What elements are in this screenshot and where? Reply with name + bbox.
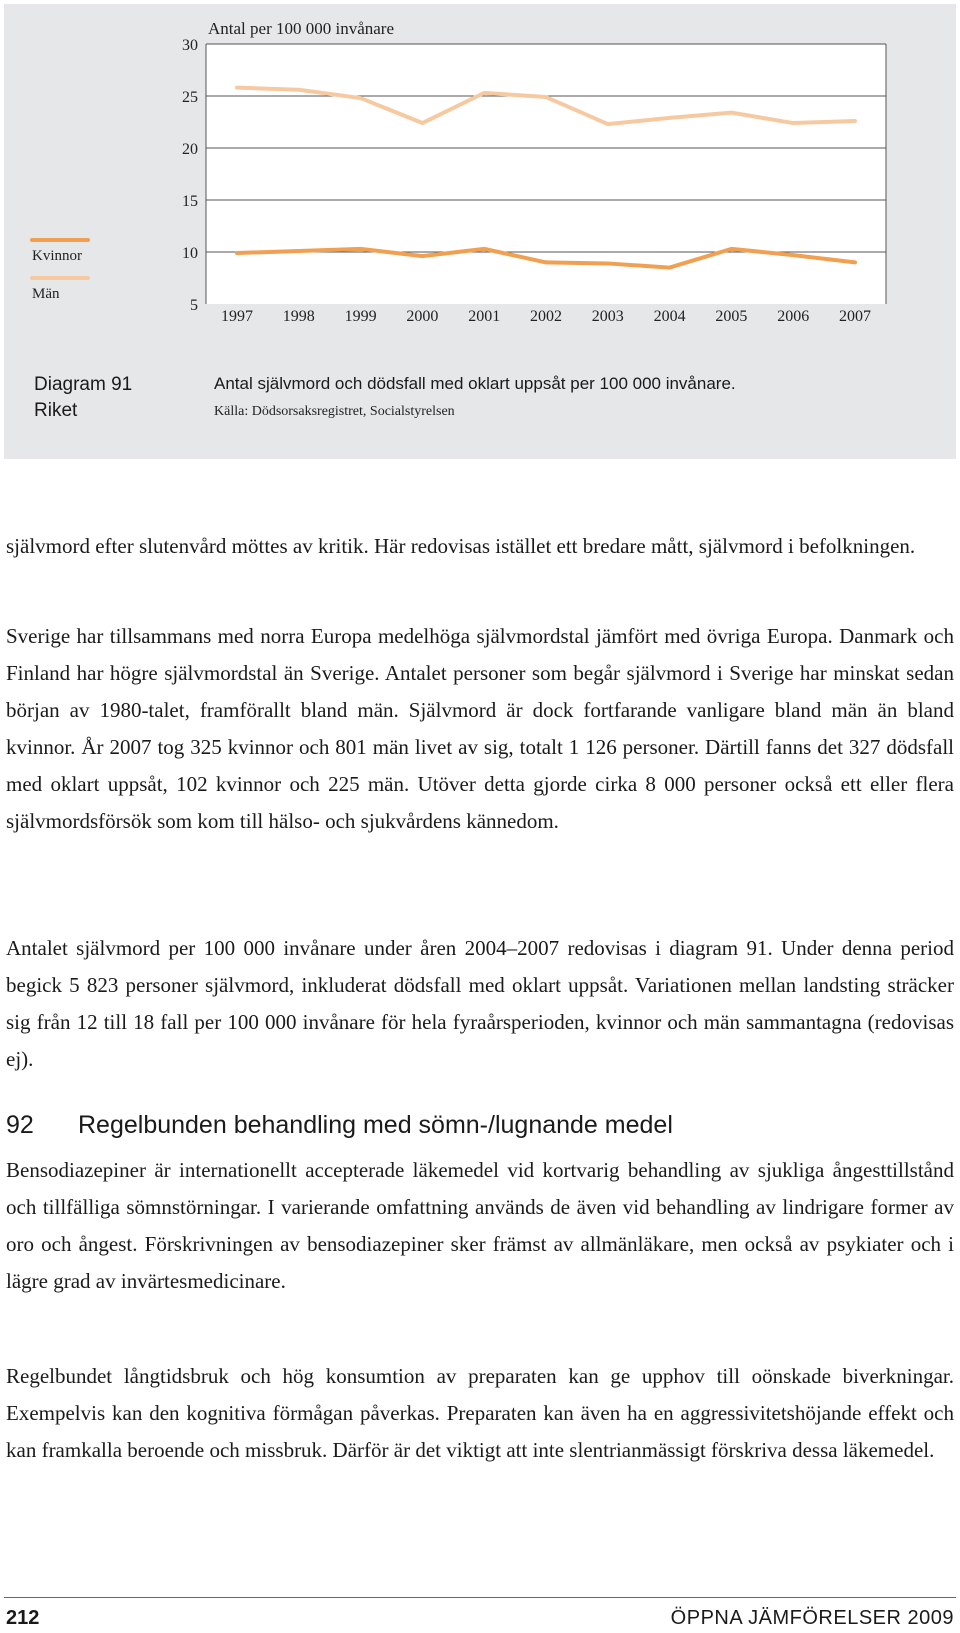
plot-area bbox=[206, 44, 886, 304]
page-number: 212 bbox=[6, 1607, 40, 1629]
legend-label: Män bbox=[32, 286, 60, 302]
x-tick-label: 2001 bbox=[468, 308, 501, 325]
paragraph-suicide-statistics: Sverige har tillsammans med norra Europa medelhöga självmordstal jämfört med övriga Europa. Danmark och Finland har högre självmordstal än Sverige. Antalet personer som begår självmord i Sverige har minskat sedan början av 1980-talet, framförallt bland män. Självmord är dock fortfarande vanligare bland män än bland kvinnor. År 2007 tog 325 kvinnor och 801 män livet av sig, totalt 1 126 personer. Därtill fanns det 327 dödsfall med oklart uppsåt, 102 kvinnor och 225 män. Utöver detta gjorde cirka 8 000 personer också ett eller flera självmordsförsök som kom till hälso- och sjukvårdens kännedom. bbox=[6, 624, 954, 833]
x-tick-label: 1999 bbox=[344, 308, 377, 325]
y-tick-label: 25 bbox=[182, 89, 198, 106]
figure-panel bbox=[4, 4, 956, 459]
y-tick-label: 5 bbox=[190, 297, 198, 314]
diagram-number: Diagram 91 bbox=[34, 374, 133, 395]
section-heading bbox=[6, 1108, 954, 1142]
x-tick-label: 1997 bbox=[221, 308, 253, 325]
paragraph-long-term-use: Regelbundet långtidsbruk och hög konsumtion av preparaten kan ge upphov till oönskade biverkningar. Exempelvis kan den kognitiva förmågan påverkas. Preparaten kan även ha en aggressivitetshöjande effekt och kan framkalla beroende och missbruk. Därför är det viktigt att inte slentrianmässigt förskriva dessa läkemedel. bbox=[6, 1364, 954, 1462]
y-axis-label: Antal per 100 000 invånare bbox=[208, 19, 394, 38]
footer-rule bbox=[4, 1597, 956, 1598]
section-title: Regelbunden behandling med sömn-/lugnande medel bbox=[78, 1111, 673, 1139]
diagram-region: Riket bbox=[34, 400, 78, 421]
diagram-source: Källa: Dödsorsaksregistret, Socialstyrelsen bbox=[214, 404, 455, 419]
x-tick-label: 2004 bbox=[653, 308, 686, 325]
diagram-caption: Antal självmord och dödsfall med oklart uppsåt per 100 000 invånare. bbox=[214, 374, 736, 393]
x-tick-label: 2007 bbox=[839, 308, 871, 325]
paragraph-intro: självmord efter slutenvård möttes av kritik. Här redovisas istället ett bredare mått, självmord i befolkningen. bbox=[6, 534, 916, 558]
diagram-label bbox=[34, 372, 184, 424]
section-number: 92 bbox=[6, 1111, 34, 1139]
x-tick-label: 2003 bbox=[591, 308, 624, 325]
publication-name: ÖPPNA JÄMFÖRELSER 2009 bbox=[670, 1607, 954, 1629]
y-tick-label: 15 bbox=[182, 193, 198, 210]
legend-label: Kvinnor bbox=[32, 248, 82, 264]
x-tick-label: 2006 bbox=[777, 308, 810, 325]
x-tick-label: 2002 bbox=[530, 308, 562, 325]
x-tick-label: 1998 bbox=[282, 308, 315, 325]
y-tick-label: 20 bbox=[182, 141, 198, 158]
x-tick-label: 2000 bbox=[406, 308, 439, 325]
y-tick-label: 10 bbox=[182, 245, 198, 262]
x-tick-label: 2005 bbox=[715, 308, 748, 325]
paragraph-benzodiazepines: Bensodiazepiner är internationellt accepterade läkemedel vid kortvarig behandling av sjukliga ångesttillstånd och tillfälliga sömnstörningar. I varierande omfattning används de även vid behandling av lindrigare former av oro och ångest. Förskrivningen av bensodiazepiner sker främst av allmänläkare, men också av psykiater och i lägre grad av invärtesmedicinare. bbox=[6, 1158, 954, 1293]
y-tick-label: 30 bbox=[182, 37, 198, 54]
paragraph-county-variation: Antalet självmord per 100 000 invånare under åren 2004–2007 redovisas i diagram 91. Under denna period begick 5 823 personer självmord, inkluderat dödsfall med oklart uppsåt. Variationen mellan landsting sträcker sig från 12 till 18 fall per 100 000 invånare för hela fyraårsperioden, kvinnor och män sammantagna (redovisas ej). bbox=[6, 936, 954, 1071]
